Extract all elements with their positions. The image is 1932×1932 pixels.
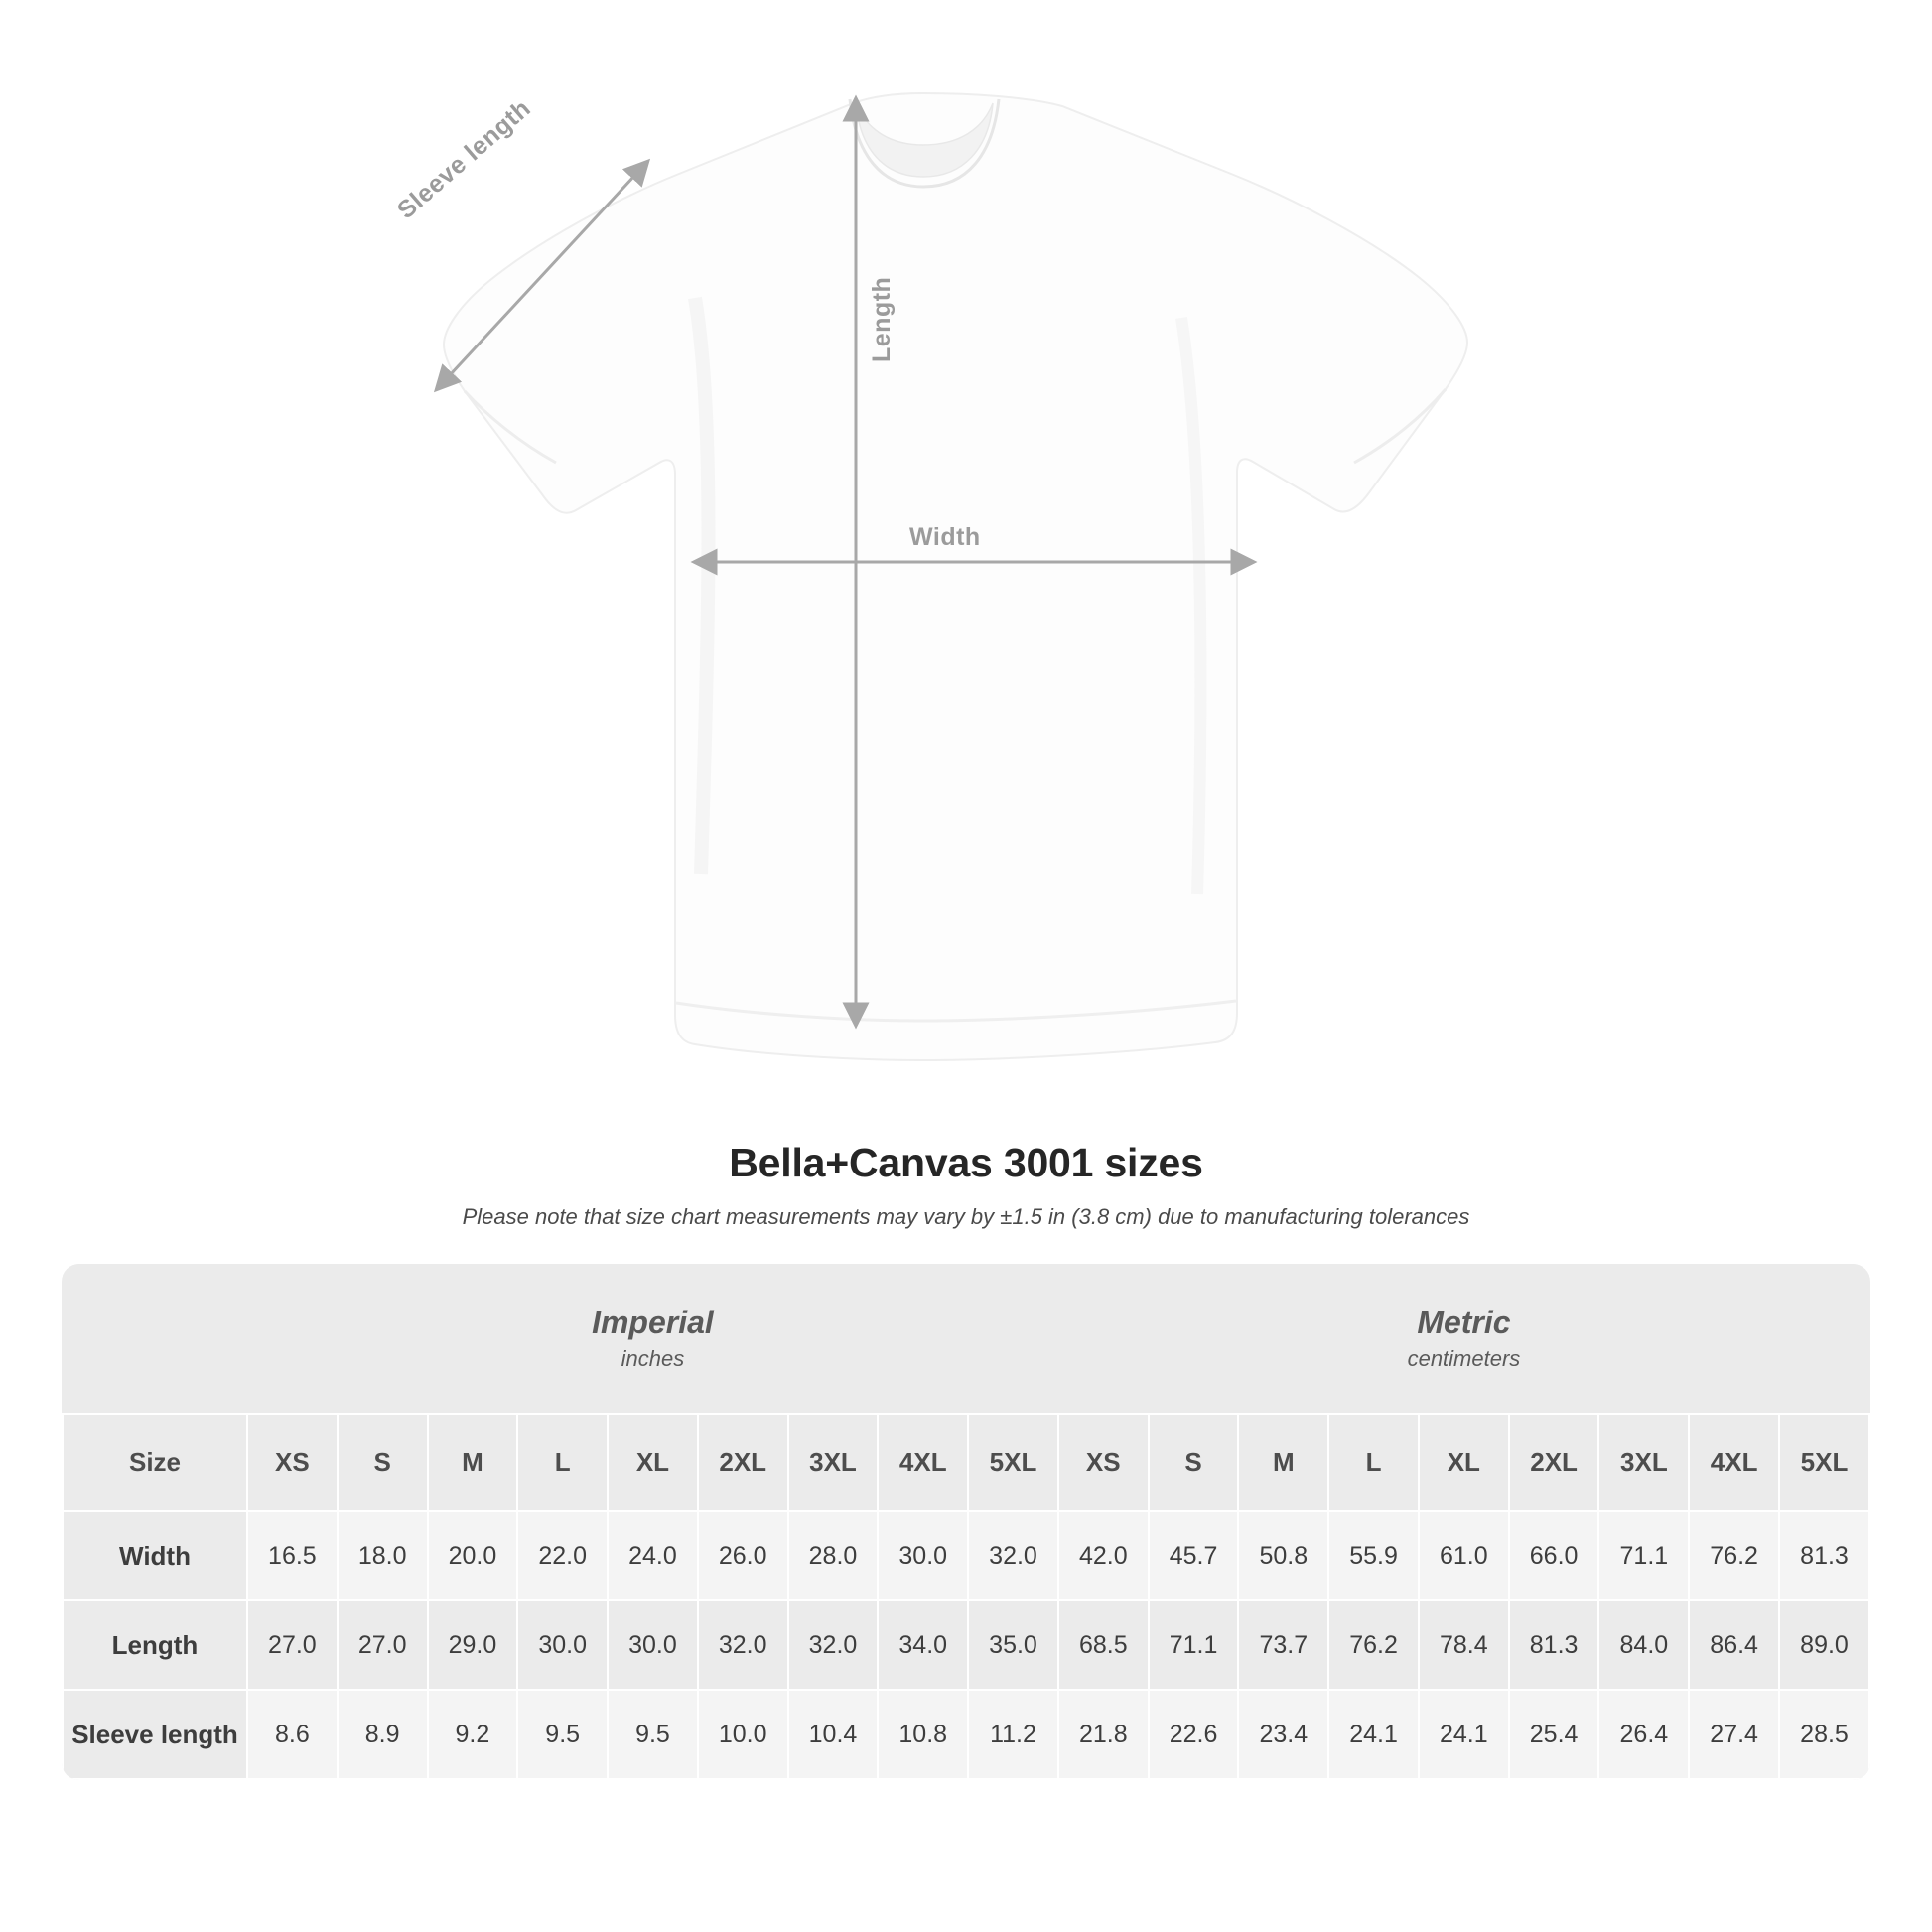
column-header-imperial-s: S bbox=[338, 1414, 428, 1511]
page-title: Bella+Canvas 3001 sizes bbox=[729, 1140, 1203, 1185]
unit-sub: inches bbox=[621, 1345, 685, 1371]
cell-length-metric-5xl: 89.0 bbox=[1779, 1600, 1869, 1690]
cell-length-imperial-xl: 30.0 bbox=[608, 1600, 698, 1690]
row-label-width: Width bbox=[63, 1511, 247, 1600]
unit-header-imperial bbox=[247, 1264, 1058, 1414]
cell-length-imperial-4xl: 34.0 bbox=[878, 1600, 968, 1690]
cell-width-imperial-s: 18.0 bbox=[338, 1511, 428, 1600]
cell-width-metric-5xl: 81.3 bbox=[1779, 1511, 1869, 1600]
cell-width-metric-l: 55.9 bbox=[1328, 1511, 1419, 1600]
cell-sleeve-length-imperial-xs: 8.6 bbox=[247, 1690, 338, 1779]
column-header-imperial-2xl: 2XL bbox=[698, 1414, 788, 1511]
column-header-metric-m: M bbox=[1238, 1414, 1328, 1511]
cell-sleeve-length-metric-xl: 24.1 bbox=[1419, 1690, 1509, 1779]
column-header-imperial-xs: XS bbox=[247, 1414, 338, 1511]
cell-width-metric-2xl: 66.0 bbox=[1509, 1511, 1599, 1600]
cell-width-imperial-3xl: 28.0 bbox=[788, 1511, 879, 1600]
cell-sleeve-length-imperial-xl: 9.5 bbox=[608, 1690, 698, 1779]
cell-length-metric-s: 71.1 bbox=[1149, 1600, 1239, 1690]
cell-length-metric-3xl: 84.0 bbox=[1598, 1600, 1689, 1690]
size-table bbox=[62, 1264, 1870, 1780]
cell-sleeve-length-metric-3xl: 26.4 bbox=[1598, 1690, 1689, 1779]
width-label: Width bbox=[909, 523, 981, 551]
cell-sleeve-length-metric-s: 22.6 bbox=[1149, 1690, 1239, 1779]
cell-sleeve-length-imperial-s: 8.9 bbox=[338, 1690, 428, 1779]
table-row bbox=[63, 1690, 1869, 1779]
cell-sleeve-length-imperial-4xl: 10.8 bbox=[878, 1690, 968, 1779]
cell-width-imperial-xs: 16.5 bbox=[247, 1511, 338, 1600]
column-header-metric-xs: XS bbox=[1058, 1414, 1149, 1511]
column-header-metric-5xl: 5XL bbox=[1779, 1414, 1869, 1511]
cell-sleeve-length-metric-l: 24.1 bbox=[1328, 1690, 1419, 1779]
title-block bbox=[0, 1140, 1932, 1230]
cell-sleeve-length-imperial-m: 9.2 bbox=[428, 1690, 518, 1779]
cell-sleeve-length-imperial-5xl: 11.2 bbox=[968, 1690, 1058, 1779]
cell-sleeve-length-metric-4xl: 27.4 bbox=[1689, 1690, 1779, 1779]
unit-name: Metric bbox=[1417, 1304, 1511, 1340]
size-table-wrapper bbox=[62, 1264, 1870, 1780]
column-header-imperial-4xl: 4XL bbox=[878, 1414, 968, 1511]
column-header-metric-4xl: 4XL bbox=[1689, 1414, 1779, 1511]
cell-width-metric-m: 50.8 bbox=[1238, 1511, 1328, 1600]
cell-width-imperial-4xl: 30.0 bbox=[878, 1511, 968, 1600]
table-row bbox=[63, 1511, 1869, 1600]
sleeve-length-label: Sleeve length bbox=[392, 93, 536, 225]
column-header-metric-s: S bbox=[1149, 1414, 1239, 1511]
column-header-imperial-5xl: 5XL bbox=[968, 1414, 1058, 1511]
cell-length-imperial-3xl: 32.0 bbox=[788, 1600, 879, 1690]
column-header-imperial-xl: XL bbox=[608, 1414, 698, 1511]
column-header-metric-xl: XL bbox=[1419, 1414, 1509, 1511]
cell-length-metric-m: 73.7 bbox=[1238, 1600, 1328, 1690]
cell-length-metric-2xl: 81.3 bbox=[1509, 1600, 1599, 1690]
cell-width-imperial-2xl: 26.0 bbox=[698, 1511, 788, 1600]
length-label: Length bbox=[868, 276, 896, 362]
cell-length-imperial-s: 27.0 bbox=[338, 1600, 428, 1690]
cell-length-metric-l: 76.2 bbox=[1328, 1600, 1419, 1690]
cell-width-imperial-m: 20.0 bbox=[428, 1511, 518, 1600]
table-header-row bbox=[63, 1414, 1869, 1511]
cell-sleeve-length-imperial-2xl: 10.0 bbox=[698, 1690, 788, 1779]
unit-sub: centimeters bbox=[1407, 1345, 1521, 1371]
cell-width-metric-xs: 42.0 bbox=[1058, 1511, 1149, 1600]
column-header-imperial-l: L bbox=[517, 1414, 608, 1511]
cell-sleeve-length-metric-xs: 21.8 bbox=[1058, 1690, 1149, 1779]
tolerance-note: Please note that size chart measurements may vary by ±1.5 in (3.8 cm) due to manufacturing tolerances bbox=[462, 1204, 1470, 1229]
unit-header-row bbox=[63, 1264, 1869, 1414]
cell-sleeve-length-metric-m: 23.4 bbox=[1238, 1690, 1328, 1779]
row-label-length: Length bbox=[63, 1600, 247, 1690]
cell-width-imperial-5xl: 32.0 bbox=[968, 1511, 1058, 1600]
column-header-metric-3xl: 3XL bbox=[1598, 1414, 1689, 1511]
tshirt-shape bbox=[444, 93, 1467, 1060]
column-header-metric-l: L bbox=[1328, 1414, 1419, 1511]
cell-length-imperial-l: 30.0 bbox=[517, 1600, 608, 1690]
table-row bbox=[63, 1600, 1869, 1690]
cell-width-imperial-l: 22.0 bbox=[517, 1511, 608, 1600]
cell-width-metric-3xl: 71.1 bbox=[1598, 1511, 1689, 1600]
unit-name: Imperial bbox=[592, 1304, 714, 1340]
row-header-label: Size bbox=[63, 1414, 247, 1511]
cell-sleeve-length-metric-5xl: 28.5 bbox=[1779, 1690, 1869, 1779]
cell-width-metric-s: 45.7 bbox=[1149, 1511, 1239, 1600]
cell-sleeve-length-imperial-l: 9.5 bbox=[517, 1690, 608, 1779]
cell-sleeve-length-imperial-3xl: 10.4 bbox=[788, 1690, 879, 1779]
cell-length-imperial-xs: 27.0 bbox=[247, 1600, 338, 1690]
unit-header-metric bbox=[1058, 1264, 1869, 1414]
cell-width-metric-4xl: 76.2 bbox=[1689, 1511, 1779, 1600]
row-label-sleeve-length: Sleeve length bbox=[63, 1690, 247, 1779]
cell-length-metric-4xl: 86.4 bbox=[1689, 1600, 1779, 1690]
unit-row-corner bbox=[63, 1264, 247, 1414]
column-header-imperial-m: M bbox=[428, 1414, 518, 1511]
cell-length-metric-xl: 78.4 bbox=[1419, 1600, 1509, 1690]
cell-sleeve-length-metric-2xl: 25.4 bbox=[1509, 1690, 1599, 1779]
cell-length-imperial-m: 29.0 bbox=[428, 1600, 518, 1690]
column-header-imperial-3xl: 3XL bbox=[788, 1414, 879, 1511]
cell-length-imperial-2xl: 32.0 bbox=[698, 1600, 788, 1690]
cell-length-imperial-5xl: 35.0 bbox=[968, 1600, 1058, 1690]
cell-length-metric-xs: 68.5 bbox=[1058, 1600, 1149, 1690]
column-header-metric-2xl: 2XL bbox=[1509, 1414, 1599, 1511]
cell-width-imperial-xl: 24.0 bbox=[608, 1511, 698, 1600]
cell-width-metric-xl: 61.0 bbox=[1419, 1511, 1509, 1600]
